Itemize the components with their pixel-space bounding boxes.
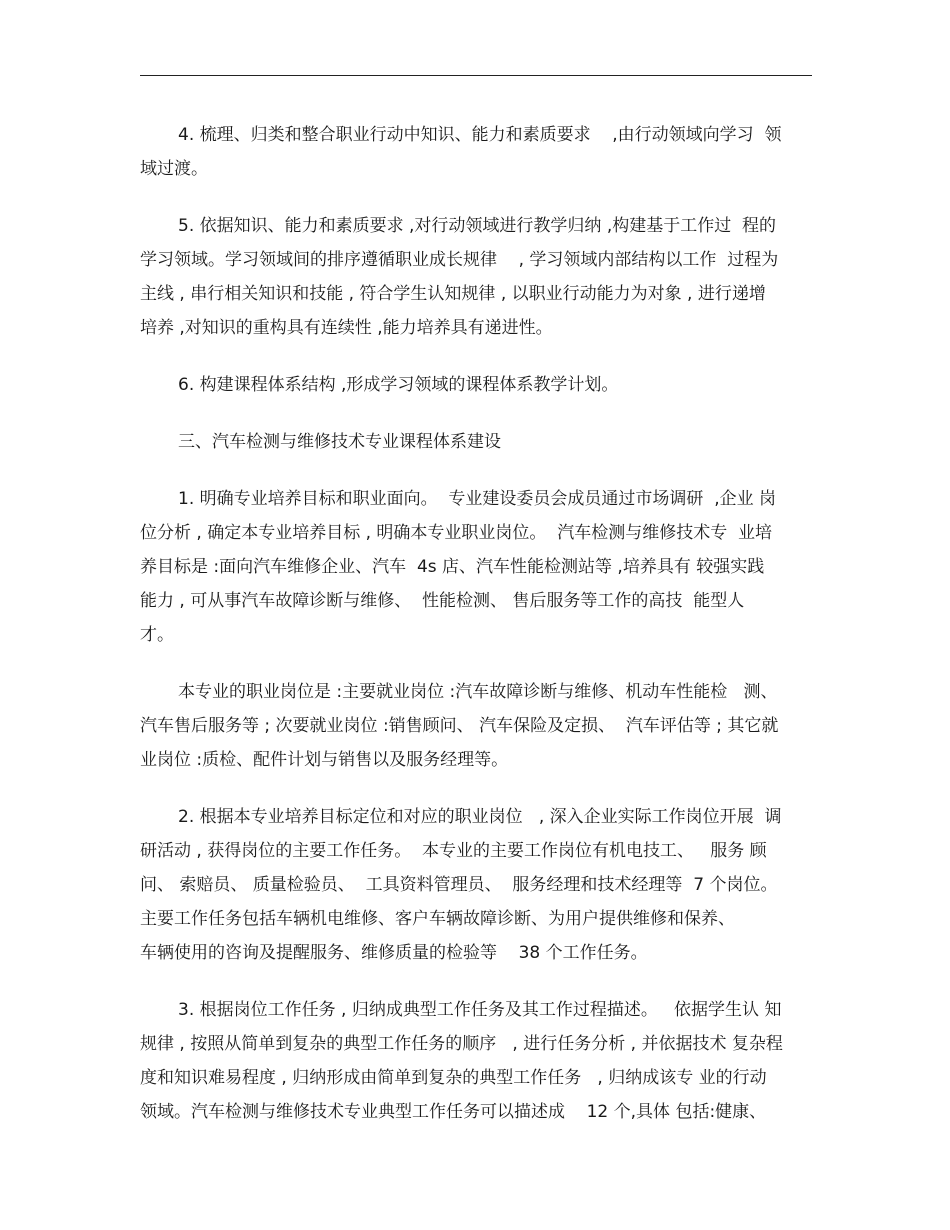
- text-line: 学习领域。学习领域间的排序遵循职业成长规律 , 学习领域内部结构以工作 过程为: [140, 250, 779, 270]
- text-line: 研活动 , 获得岗位的主要工作任务。 本专业的主要工作岗位有机电技工、 服务 顾: [140, 841, 767, 861]
- paragraph: [140, 675, 812, 777]
- text-line: 领域。汽车检测与维修技术专业典型工作任务可以描述成 12 个,具体 包括:健康、: [140, 1102, 767, 1122]
- text-line: 问、 索赔员、 质量检验员、 工具资料管理员、 服务经理和技术经理等 7 个岗位。: [140, 875, 778, 895]
- text-line: 1. 明确专业培养目标和职业面向。 专业建设委员会成员通过市场调研 ,企业 岗: [178, 489, 777, 509]
- text-line: 主要工作任务包括车辆机电维修、客户车辆故障诊断、为用户提供维修和保养、: [140, 909, 735, 929]
- text-line: 主线 , 串行相关知识和技能 , 符合学生认知规律 , 以职业行动能力为对象 , 进行递增: [140, 284, 766, 304]
- text-line: 度和知识难易程度 , 归纳形成由简单到复杂的典型工作任务 , 归纳成该专 业的行动: [140, 1068, 767, 1088]
- paragraph: [140, 368, 812, 402]
- text-line: 2. 根据本专业培养目标定位和对应的职业岗位 , 深入企业实际工作岗位开展 调: [178, 807, 782, 827]
- document-body: [140, 118, 812, 1152]
- text-line: 汽车售后服务等 ; 次要就业岗位 :销售顾问、 汽车保险及定损、 汽车评估等 ; 其它就: [140, 716, 779, 736]
- paragraph: [140, 482, 812, 652]
- text-line: 三、汽车检测与维修技术专业课程体系建设: [178, 432, 501, 452]
- text-line: 3. 根据岗位工作任务 , 归纳成典型工作任务及其工作过程描述。 依据学生认 知: [178, 1000, 782, 1020]
- text-line: 养目标是 :面向汽车维修企业、汽车 4s 店、汽车性能检测站等 ,培养具有 较强实践: [140, 557, 765, 577]
- text-line: 业岗位 :质检、配件计划与销售以及服务经理等。: [140, 750, 509, 770]
- text-line: 培养 ,对知识的重构具有连续性 ,能力培养具有递进性。: [140, 318, 553, 338]
- paragraph: [140, 993, 812, 1129]
- text-line: 4. 梳理、归类和整合职业行动中知识、能力和素质要求 ,由行动领域向学习 领: [178, 125, 782, 145]
- header-rule: [140, 75, 812, 76]
- paragraph: [140, 800, 812, 970]
- text-line: 车辆使用的咨询及提醒服务、维修质量的检验等 38 个工作任务。: [140, 943, 648, 963]
- text-line: 本专业的职业岗位是 :主要就业岗位 :汽车故障诊断与维修、机动车性能检 测、: [178, 682, 778, 702]
- paragraph: [140, 425, 812, 459]
- text-line: 位分析 , 确定本专业培养目标 , 明确本专业职业岗位。 汽车检测与维修技术专 业培: [140, 523, 773, 543]
- paragraph: [140, 209, 812, 345]
- text-line: 6. 构建课程体系结构 ,形成学习领域的课程体系教学计划。: [178, 375, 619, 395]
- text-line: 才。: [140, 625, 174, 645]
- text-line: 规律 , 按照从简单到复杂的典型工作任务的顺序 , 进行任务分析 , 并依据技术 复杂程: [140, 1034, 783, 1054]
- paragraph: [140, 118, 812, 186]
- text-line: 能力 , 可从事汽车故障诊断与维修、 性能检测、 售后服务等工作的高技 能型人: [140, 591, 745, 611]
- text-line: 域过渡。: [140, 159, 208, 179]
- text-line: 5. 依据知识、能力和素质要求 ,对行动领域进行教学归纳 ,构建基于工作过 程的: [178, 216, 777, 236]
